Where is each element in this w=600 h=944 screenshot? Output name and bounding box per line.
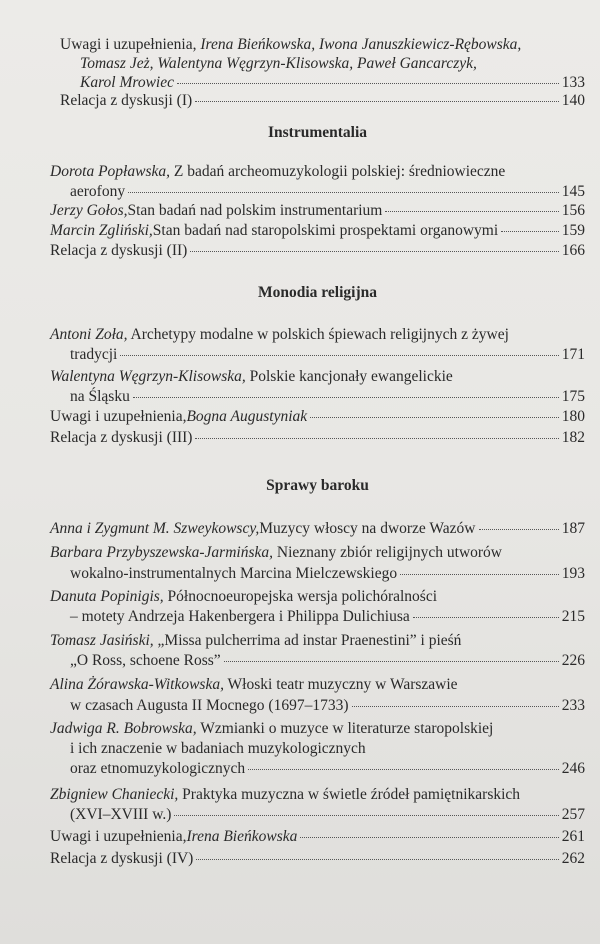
entry-authors: Jerzy Gołos, — [50, 202, 128, 219]
toc-entry-line — [50, 632, 585, 650]
entry-authors: Jadwiga R. Bobrowska, — [50, 720, 197, 737]
page-number: 257 — [561, 806, 585, 823]
entry-title: Stan badań nad polskim instrumentarium — [127, 202, 383, 219]
entry-title: (XVI–XVIII w.) — [70, 806, 172, 823]
leader-dots — [195, 437, 558, 439]
entry-title: na Śląsku — [70, 388, 130, 405]
page-number: 226 — [561, 652, 585, 669]
entry-title: w czasach Augusta II Mocnego (1697–1733) — [70, 697, 349, 714]
entry-title: Relacja z dyskusji (III) — [50, 429, 193, 446]
toc-entry[interactable] — [50, 242, 585, 260]
leader-dots — [248, 768, 559, 770]
entry-title: Stan badań nad staropolskimi prospektami organowymi — [152, 222, 499, 239]
entry-title: Relacja z dyskusji (II) — [50, 242, 188, 259]
leader-dots — [400, 573, 559, 575]
leader-dots — [300, 836, 558, 838]
leader-dots — [177, 82, 559, 84]
entry-authors: Bogna Augustyniak — [186, 408, 308, 425]
toc-entry[interactable] — [70, 608, 585, 626]
entry-title: Północnoeuropejska wersja polichóralności — [163, 588, 438, 605]
toc-entry[interactable] — [70, 760, 585, 778]
entry-authors: Zbigniew Chaniecki, — [50, 786, 179, 803]
entry-title: i ich znaczenie w badaniach muzykologicznych — [70, 740, 366, 757]
entry-title: Z badań archeomuzykologii polskiej: średniowieczne — [169, 163, 506, 180]
toc-entry[interactable] — [50, 408, 585, 426]
entry-authors: Barbara Przybyszewska-Jarmińska, — [50, 544, 274, 561]
toc-entry-line — [50, 368, 585, 386]
toc-entry-line — [50, 326, 585, 344]
page-number: 261 — [561, 828, 585, 845]
leader-dots — [195, 100, 559, 102]
entry-authors: Irena Bieńkowska, Iwona Januszkiewicz-Rębowska, — [200, 36, 522, 53]
page-number: 166 — [561, 242, 585, 259]
entry-authors: Tomasz Jeż, Walentyna Węgrzyn-Klisowska, Paweł Gancarczyk, — [80, 55, 477, 72]
leader-dots — [385, 210, 558, 212]
leader-dots — [174, 814, 558, 816]
entry-authors: Danuta Popinigis, — [50, 588, 164, 605]
page-number: 233 — [561, 697, 585, 714]
leader-dots — [190, 250, 558, 252]
entry-title: Muzycy włoscy na dworze Wazów — [259, 520, 476, 537]
entry-title: Włoski teatr muzyczny w Warszawie — [223, 676, 458, 693]
leader-dots — [310, 416, 559, 418]
section-heading: Monodia religijna — [258, 284, 377, 301]
leader-dots — [133, 396, 559, 398]
entry-authors: Tomasz Jasiński, — [50, 632, 154, 649]
page-number: 156 — [561, 202, 585, 219]
toc-entry[interactable] — [50, 202, 585, 220]
page-number: 175 — [561, 388, 585, 405]
page-number: 159 — [561, 222, 585, 239]
toc-entry-line — [50, 676, 585, 694]
page-number: 246 — [561, 760, 585, 777]
entry-title: oraz etnomuzykologicznych — [70, 760, 246, 777]
toc-entry-line — [50, 588, 585, 606]
page-number: 262 — [561, 850, 585, 867]
page-number: 193 — [561, 565, 585, 582]
section-heading: Sprawy baroku — [266, 477, 369, 494]
entry-title: Polskie kancjonały ewangelickie — [245, 368, 453, 385]
toc-entry[interactable] — [70, 697, 585, 715]
page-number: 133 — [561, 74, 585, 91]
toc-entry[interactable] — [50, 850, 585, 868]
entry-title: Archetypy modalne w polskich śpiewach religijnych z żywej — [127, 326, 509, 343]
toc-entry[interactable] — [50, 828, 585, 846]
toc-entry[interactable] — [50, 222, 585, 240]
page-number: 140 — [561, 92, 585, 109]
toc-entry[interactable] — [70, 388, 585, 406]
toc-entry[interactable] — [50, 429, 585, 447]
page-number: 171 — [561, 346, 585, 363]
entry-authors: Irena Bieńkowska — [186, 828, 298, 845]
toc-entry[interactable] — [70, 806, 585, 824]
entry-title: Nieznany zbiór religijnych utworów — [273, 544, 503, 561]
toc-entry[interactable] — [70, 652, 585, 670]
entry-authors: Walentyna Węgrzyn-Klisowska, — [50, 368, 246, 385]
entry-title: – motety Andrzeja Hakenbergera i Philippa Dulichiusa — [70, 608, 410, 625]
leader-dots — [479, 528, 559, 530]
toc-entry-line — [50, 786, 585, 804]
entry-title: wokalno-instrumentalnych Marcina Mielczewskiego — [70, 565, 398, 582]
toc-entry[interactable] — [50, 520, 585, 538]
entry-authors: Alina Żórawska-Witkowska, — [50, 676, 224, 693]
leader-dots — [501, 230, 559, 232]
section-heading: Instrumentalia — [267, 124, 368, 141]
entry-title: „O Ross, schoene Ross” — [70, 652, 221, 669]
leader-dots — [196, 858, 558, 860]
leader-dots — [120, 354, 558, 356]
toc-entry-line — [60, 36, 595, 54]
entry-title: „Missa pulcherrima ad instar Praenestini” i pieśń — [153, 632, 462, 649]
entry-title: Uwagi i uzupełnienia, — [50, 828, 187, 845]
entry-title: Uwagi i uzupełnienia, — [50, 408, 187, 425]
toc-entry[interactable] — [80, 74, 585, 92]
entry-title: Uwagi i uzupełnienia, — [60, 36, 201, 53]
entry-authors: Dorota Popławska, — [50, 163, 170, 180]
entry-title: Relacja z dyskusji (IV) — [50, 850, 194, 867]
leader-dots — [224, 660, 559, 662]
toc-entry-line — [50, 544, 585, 562]
toc-entry-line — [50, 720, 585, 738]
leader-dots — [128, 191, 559, 193]
toc-entry[interactable] — [70, 565, 585, 583]
entry-title: Praktyka muzyczna w świetle źródeł pamiętnikarskich — [178, 786, 521, 803]
toc-entry[interactable] — [70, 346, 585, 364]
entry-authors: Anna i Zygmunt M. Szweykowscy, — [50, 520, 260, 537]
leader-dots — [413, 616, 559, 618]
entry-authors: Marcin Zgliński, — [50, 222, 153, 239]
entry-authors: Antoni Zoła, — [50, 326, 128, 343]
leader-dots — [352, 705, 559, 707]
toc-entry-line — [50, 163, 585, 181]
page-number: 187 — [561, 520, 585, 537]
page-number: 180 — [561, 408, 585, 425]
page-number: 182 — [561, 429, 585, 446]
toc-entry[interactable] — [60, 92, 585, 110]
toc-entry[interactable] — [70, 183, 585, 201]
entry-title: Wzmianki o muzyce w literaturze staropolskiej — [196, 720, 494, 737]
entry-title: tradycji — [70, 346, 118, 363]
entry-title: aerofony — [70, 183, 126, 200]
entry-authors: Karol Mrowiec — [80, 74, 174, 91]
page-number: 145 — [561, 183, 585, 200]
entry-title: Relacja z dyskusji (I) — [60, 92, 193, 109]
page-number: 215 — [561, 608, 585, 625]
